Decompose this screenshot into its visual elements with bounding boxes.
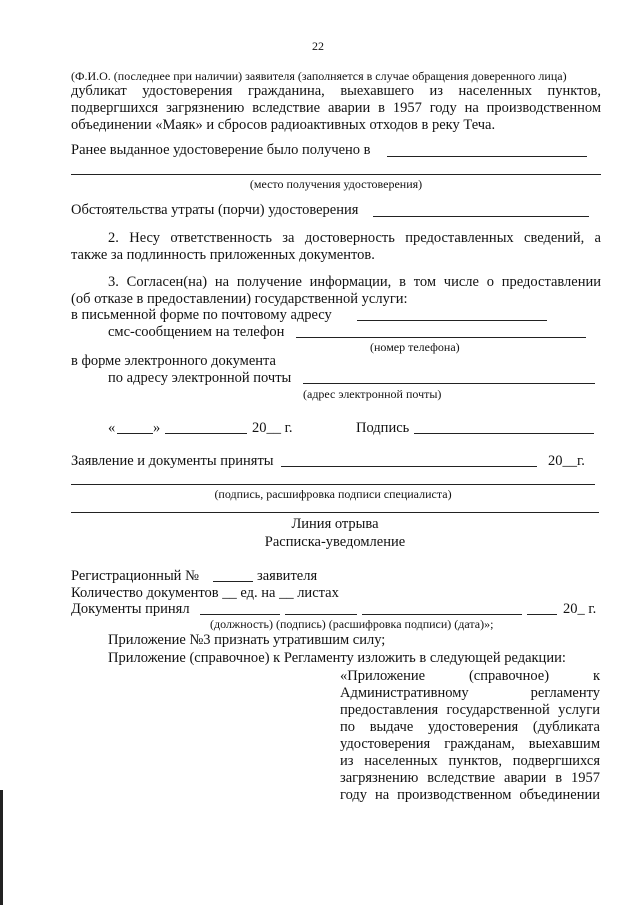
header-line-1: дубликат удостоверения гражданина, выехавшего из населенных пунктов,	[71, 83, 601, 99]
cut-line	[71, 512, 599, 513]
prev-issued-line-2[interactable]	[71, 174, 601, 175]
loss-line[interactable]	[373, 216, 589, 217]
page-number: 22	[312, 39, 324, 53]
prev-issued-caption: (место получения удостоверения)	[249, 177, 423, 191]
date-line[interactable]	[527, 614, 557, 615]
item2-line-2: также за подлинность приложенных документов.	[71, 247, 375, 263]
appendix-line-8: году на производственном объединении	[340, 787, 600, 803]
postal-label: в письменной форме по почтовому адресу	[71, 307, 332, 323]
amend-line-1: Приложение №3 признать утратившим силу;	[108, 632, 386, 648]
phone-line[interactable]	[296, 337, 586, 338]
reg-label: Регистрационный №	[71, 568, 199, 584]
prev-issued-label: Ранее выданное удостоверение было получено в	[71, 142, 371, 158]
accepted-caption: (подпись, расшифровка подписи специалиста)	[214, 487, 452, 501]
scan-edge-mark	[0, 790, 3, 905]
amend-line-2: Приложение (справочное) к Регламенту изложить в следующей редакции:	[108, 650, 566, 666]
receipt-year: 20_ г.	[563, 601, 597, 617]
electronic-label: в форме электронного документа	[71, 353, 276, 369]
signature-line[interactable]	[414, 433, 594, 434]
phone-caption: (номер телефона)	[370, 340, 460, 354]
accepted-line-2[interactable]	[71, 484, 595, 485]
receipt-caption: (должность) (подпись) (расшифровка подписи) (дата)»;	[210, 617, 494, 631]
appendix-line-1: «Приложение (справочное) к	[340, 668, 600, 684]
appendix-line-4: по выдаче удостоверения (дубликата	[340, 719, 600, 735]
item3-line-1: 3. Согласен(на) на получение информации, в том числе о предоставлении	[108, 274, 601, 290]
cut-line-label: Линия отрыва	[291, 516, 379, 532]
appendix-line-3: предоставления государственной услуги	[340, 702, 600, 718]
sms-label: смс-сообщением на телефон	[108, 324, 285, 340]
postal-line[interactable]	[357, 320, 547, 321]
fio-note: (Ф.И.О. (последнее при наличии) заявителя (заполняется в случае обращения доверенного лица)	[71, 69, 567, 83]
header-line-3: объединении «Маяк» и сбросов радиоактивных отходов в реку Теча.	[71, 117, 496, 133]
appendix-line-5: удостоверения гражданам, выехавшим	[340, 736, 600, 752]
reg-number-line[interactable]	[213, 581, 253, 582]
email-caption: (адрес электронной почты)	[303, 387, 442, 401]
count-label: Количество документов __ ед. на __ листах	[71, 585, 339, 601]
reg-suffix: заявителя	[257, 568, 318, 584]
position-line[interactable]	[200, 614, 280, 615]
item3-line-2: (об отказе в предоставлении) государственной услуги:	[71, 291, 408, 307]
appendix-line-2: Административному регламенту	[340, 685, 600, 701]
header-line-2: подвергшихся загрязнению вследствие аварии в 1957 году на производственном	[71, 100, 601, 116]
date-day-line[interactable]	[117, 433, 153, 434]
date-quote-open: «	[108, 420, 116, 436]
date-year: 20__ г.	[252, 420, 293, 436]
prev-issued-line[interactable]	[387, 156, 587, 157]
email-line[interactable]	[303, 383, 595, 384]
signature-label: Подпись	[356, 420, 410, 436]
accepted-line[interactable]	[281, 466, 537, 467]
item2-line-1: 2. Несу ответственность за достоверность предоставленных сведений, а	[108, 230, 601, 246]
accepted-year: 20__г.	[548, 453, 585, 469]
accepted-label: Заявление и документы приняты	[71, 453, 274, 469]
doc-accepted-label: Документы принял	[71, 601, 190, 617]
receipt-title: Расписка-уведомление	[264, 534, 406, 550]
appendix-line-7: загрязнению вследствие аварии в 1957	[340, 770, 600, 786]
date-month-line[interactable]	[165, 433, 247, 434]
date-quote-close: »	[153, 420, 161, 436]
loss-label: Обстоятельства утраты (порчи) удостоверения	[71, 202, 359, 218]
decode-line[interactable]	[362, 614, 522, 615]
appendix-line-6: из населенных пунктов, подвергшихся	[340, 753, 600, 769]
sign-line[interactable]	[285, 614, 357, 615]
email-label: по адресу электронной почты	[108, 370, 292, 386]
